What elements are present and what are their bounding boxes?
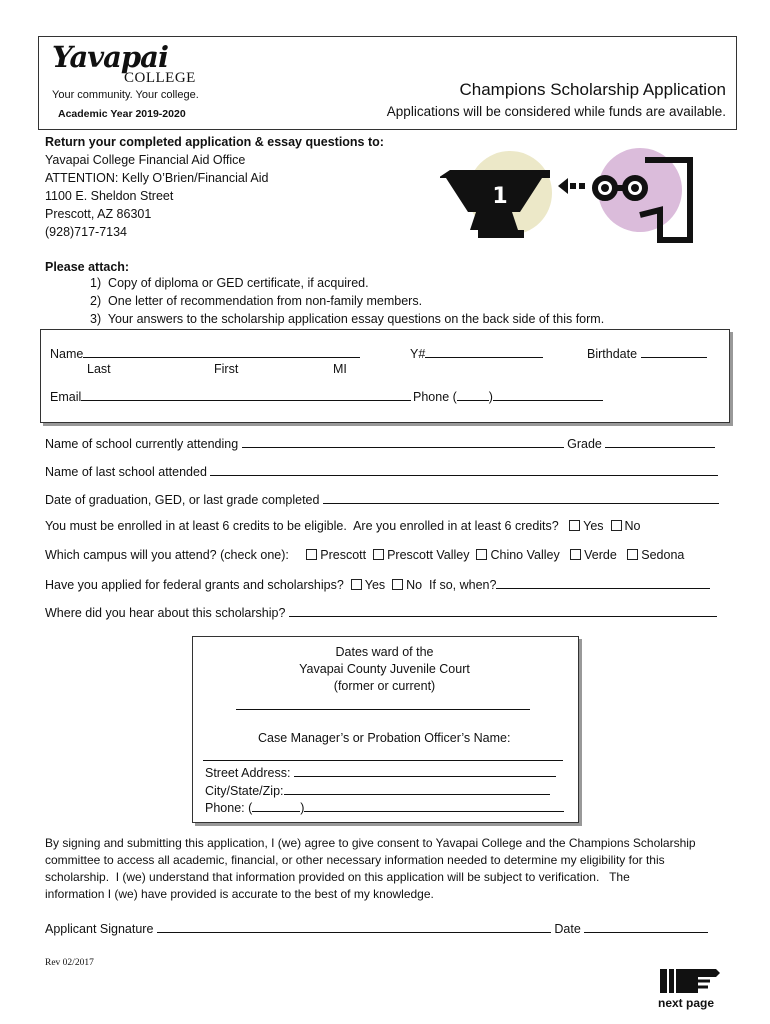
birthdate-field[interactable] bbox=[641, 345, 707, 358]
credits-no-label: No bbox=[624, 519, 641, 533]
signature-label: Applicant Signature bbox=[45, 922, 154, 936]
court-street-row bbox=[205, 764, 556, 780]
grants-yes-checkbox[interactable] bbox=[351, 579, 362, 590]
court-phone-field[interactable] bbox=[304, 799, 564, 812]
campus-verde-checkbox[interactable] bbox=[570, 549, 581, 560]
last-school-row bbox=[45, 463, 718, 479]
consent-line-1: By signing and submitting this application, I (we) agree to give consent to Yavapai College and the Champions Scholarship bbox=[45, 836, 696, 850]
campus-prescott-valley-label: Prescott Valley bbox=[387, 548, 470, 562]
name-label-text: Name bbox=[50, 347, 84, 361]
consent-line-4: information I (we) have provided is accurate to the best of my knowledge. bbox=[45, 887, 434, 901]
attach-item-1: 1) Copy of diploma or GED certificate, if acquired. bbox=[90, 276, 369, 290]
court-line-3: (former or current) bbox=[333, 679, 436, 693]
return-line-5: (928)717-7134 bbox=[45, 225, 128, 239]
form-title: Champions Scholarship Application bbox=[459, 80, 726, 99]
signature-row bbox=[45, 920, 708, 936]
grants-yes-label: Yes bbox=[364, 578, 386, 592]
return-heading: Return your completed application & essay questions to: bbox=[45, 135, 384, 149]
court-dates-field[interactable] bbox=[236, 697, 530, 710]
campus-chino-valley-label: Chino Valley bbox=[490, 548, 560, 562]
school-field[interactable] bbox=[242, 435, 564, 448]
mi-sublabel: MI bbox=[333, 362, 347, 376]
graduation-row bbox=[45, 491, 719, 507]
phone-label bbox=[413, 388, 603, 404]
birthdate-label bbox=[587, 345, 707, 361]
consent-line-3: scholarship. I (we) understand that information provided on this application will be subject to verification. The bbox=[45, 870, 630, 884]
court-phone-row bbox=[205, 799, 564, 815]
court-city-label: City/State/Zip: bbox=[205, 784, 284, 798]
campus-prescott-valley-checkbox[interactable] bbox=[373, 549, 384, 560]
court-phone-label: Phone: ( bbox=[205, 801, 253, 815]
campus-chino-valley-checkbox[interactable] bbox=[476, 549, 487, 560]
court-street-field[interactable] bbox=[294, 764, 556, 777]
email-label bbox=[50, 388, 411, 404]
next-page-label: next page bbox=[658, 996, 715, 1010]
phone-number-field[interactable] bbox=[493, 388, 603, 401]
campus-question: Which campus will you attend? (check one): bbox=[45, 548, 289, 562]
court-phone-area-field[interactable] bbox=[252, 799, 300, 812]
credits-no-checkbox[interactable] bbox=[611, 520, 622, 531]
graduation-field[interactable] bbox=[323, 491, 719, 504]
date-label: Date bbox=[554, 922, 581, 936]
y-number-field[interactable] bbox=[425, 345, 543, 358]
y-number-label bbox=[410, 345, 543, 361]
phone-close: ) bbox=[488, 390, 493, 404]
credits-yes-checkbox[interactable] bbox=[569, 520, 580, 531]
email-text: Email bbox=[50, 390, 82, 404]
school-label: Name of school currently attending bbox=[45, 437, 239, 451]
phone-area-field[interactable] bbox=[457, 388, 489, 401]
next-page-link[interactable] bbox=[655, 965, 725, 1010]
attach-item-3: 3) Your answers to the scholarship application essay questions on the back side of this form. bbox=[90, 312, 605, 326]
court-phone-close: ) bbox=[300, 801, 305, 815]
return-line-1: Yavapai College Financial Aid Office bbox=[45, 153, 246, 167]
grants-no-label: No bbox=[406, 578, 423, 592]
first-sublabel: First bbox=[214, 362, 239, 376]
grants-no-checkbox[interactable] bbox=[392, 579, 403, 590]
grants-when-label: If so, when? bbox=[429, 578, 497, 592]
personal-info-box bbox=[40, 329, 730, 423]
graduation-label: Date of graduation, GED, or last grade completed bbox=[45, 493, 320, 507]
arrow-icon bbox=[558, 178, 585, 194]
revision-label: Rev 02/2017 bbox=[45, 958, 94, 968]
campus-verde-label: Verde bbox=[584, 548, 617, 562]
school-row bbox=[45, 435, 715, 451]
y-number-text: Y# bbox=[410, 347, 426, 361]
hear-field[interactable] bbox=[289, 604, 717, 617]
court-street-label: Street Address: bbox=[205, 766, 291, 780]
credits-question: You must be enrolled in at least 6 credits to be eligible. Are you enrolled in at least 6 credits? bbox=[45, 519, 559, 533]
svg-text:1: 1 bbox=[492, 184, 508, 209]
last-school-field[interactable] bbox=[210, 463, 718, 476]
grants-question: Have you applied for federal grants and scholarships? bbox=[45, 578, 344, 592]
name-label bbox=[50, 345, 360, 361]
campus-sedona-label: Sedona bbox=[641, 548, 685, 562]
champion-graphic bbox=[440, 148, 700, 248]
date-field[interactable] bbox=[584, 920, 708, 933]
pointing-hand-icon bbox=[658, 965, 722, 995]
last-school-label: Name of last school attended bbox=[45, 465, 207, 479]
attach-item-2: 2) One letter of recommendation from non-family members. bbox=[90, 294, 423, 308]
court-city-field[interactable] bbox=[284, 782, 550, 795]
grade-label: Grade bbox=[567, 437, 602, 451]
email-field[interactable] bbox=[81, 388, 411, 401]
credits-yes-label: Yes bbox=[583, 519, 604, 533]
consent-line-2: committee to access all academic, financial, or other necessary information needed to determine my eligibility for this bbox=[45, 853, 665, 867]
campus-sedona-checkbox[interactable] bbox=[627, 549, 638, 560]
return-line-2: ATTENTION: Kelly O’Brien/Financial Aid bbox=[45, 171, 269, 185]
case-manager-label: Case Manager’s or Probation Officer’s Name: bbox=[258, 731, 511, 745]
tagline: Your community. Your college. bbox=[52, 89, 199, 101]
grade-field[interactable] bbox=[605, 435, 715, 448]
campus-prescott-label: Prescott bbox=[320, 548, 367, 562]
hear-row bbox=[45, 604, 717, 620]
return-line-4: Prescott, AZ 86301 bbox=[45, 207, 152, 221]
grants-row bbox=[45, 576, 710, 592]
logo-name: Yavapai bbox=[52, 40, 168, 74]
phone-text: Phone ( bbox=[413, 390, 457, 404]
last-sublabel: Last bbox=[87, 362, 111, 376]
court-city-row bbox=[205, 782, 550, 798]
logo-college: COLLEGE bbox=[124, 70, 196, 86]
form-subtitle: Applications will be considered while funds are available. bbox=[386, 104, 726, 119]
credits-row bbox=[45, 519, 641, 533]
signature-field[interactable] bbox=[157, 920, 551, 933]
court-line-2: Yavapai County Juvenile Court bbox=[299, 662, 470, 676]
birthdate-text: Birthdate bbox=[587, 347, 638, 361]
campus-row bbox=[45, 548, 684, 562]
hear-question: Where did you hear about this scholarship? bbox=[45, 606, 286, 620]
case-manager-field[interactable] bbox=[203, 748, 563, 761]
attach-heading: Please attach: bbox=[45, 260, 130, 274]
name-field[interactable] bbox=[83, 345, 360, 358]
academic-year: Academic Year 2019-2020 bbox=[58, 108, 186, 120]
campus-prescott-checkbox[interactable] bbox=[306, 549, 317, 560]
court-line-1: Dates ward of the bbox=[335, 645, 434, 659]
return-line-3: 1100 E. Sheldon Street bbox=[45, 189, 174, 203]
grants-when-field[interactable] bbox=[496, 576, 710, 589]
